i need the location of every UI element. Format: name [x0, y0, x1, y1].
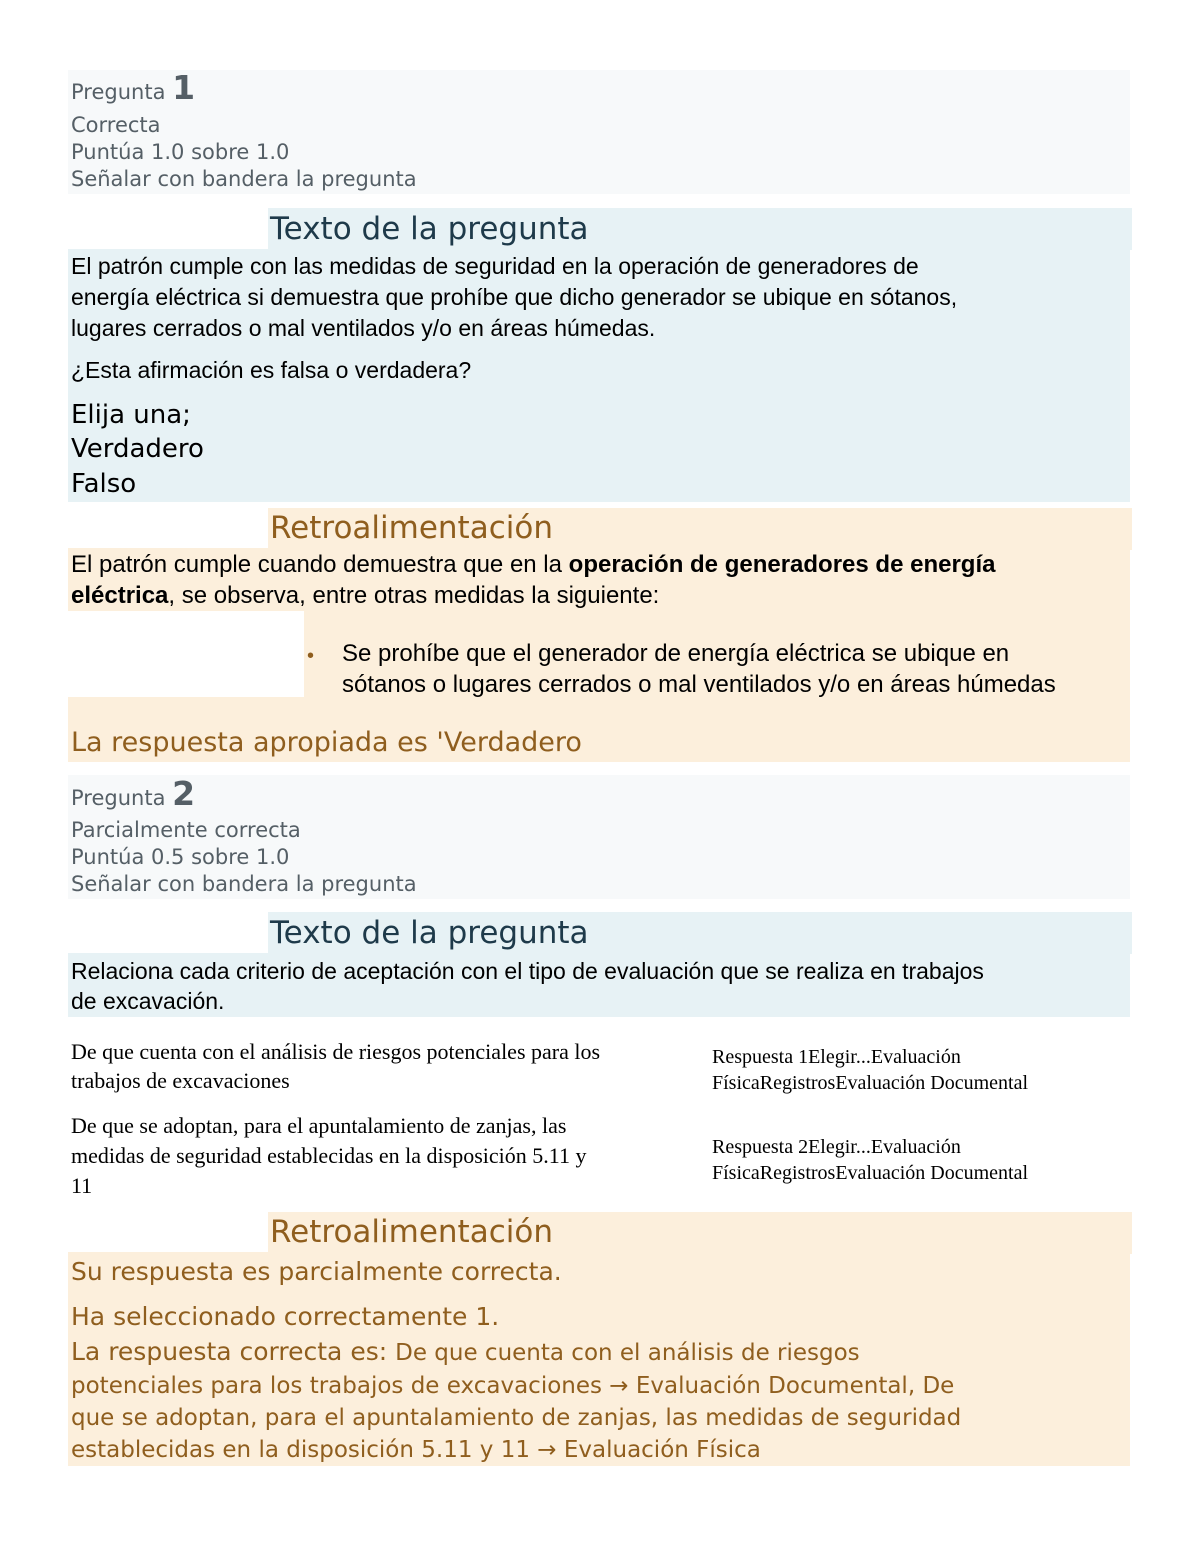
q2-feedback-line-1: Su respuesta es parcialmente correcta.: [71, 1257, 562, 1286]
q2-number: 2: [172, 774, 196, 813]
q1-feedback-indent-block: [68, 611, 304, 697]
q2-grade: Puntúa 0.5 sobre 1.0: [71, 845, 290, 869]
q1-feedback-intro-rest: , se observa, entre otras medidas la siguiente:: [168, 582, 660, 609]
q2-answer-2-line-1[interactable]: Respuesta 2Elegir...Evaluación: [712, 1136, 961, 1158]
bullet-icon: •: [307, 645, 315, 667]
q1-grade: Puntúa 1.0 sobre 1.0: [71, 140, 290, 164]
q1-feedback-bold-1: operación de generadores de energía: [568, 551, 996, 578]
q1-feedback-bullet-line-1: Se prohíbe que el generador de energía eléctrica se ubique en: [342, 640, 1010, 667]
q2-criterion-1-line-1: De que cuenta con el análisis de riesgos potenciales para los: [71, 1039, 601, 1064]
q2-question-heading: Texto de la pregunta: [270, 915, 589, 951]
q1-question-line-3: lugares cerrados o mal ventilados y/o en áreas húmedas.: [71, 315, 656, 341]
q1-feedback-intro-line-2: [71, 580, 659, 611]
q1-question-prompt: ¿Esta afirmación es falsa o verdadera?: [71, 357, 472, 383]
q1-feedback-heading: Retroalimentación: [270, 510, 553, 546]
q2-feedback-heading: Retroalimentación: [270, 1214, 553, 1250]
q2-criterion-2-line-2: medidas de seguridad establecidas en la disposición 5.11 y: [71, 1143, 587, 1168]
q1-question-line-2: energía eléctrica si demuestra que prohíbe que dicho generador se ubique en sótanos,: [71, 284, 958, 310]
q1-feedback-bold-2: eléctrica: [71, 582, 169, 609]
q1-feedback-answer: La respuesta apropiada es 'Verdadero: [71, 727, 582, 758]
q1-feedback-bullet-line-2: sótanos o lugares cerrados o mal ventilados y/o en áreas húmedas: [342, 671, 1056, 698]
q2-pregunta-label: Pregunta: [71, 786, 166, 810]
q2-feedback-line-2: Ha seleccionado correctamente 1.: [71, 1302, 500, 1331]
q2-feedback-correct-line-1: [71, 1335, 860, 1370]
q2-answer-1-line-1[interactable]: Respuesta 1Elegir...Evaluación: [712, 1046, 961, 1068]
q2-feedback-correct-text-1: De que cuenta con el análisis de riesgos: [395, 1340, 860, 1366]
q1-choose-label: Elija una;: [71, 400, 191, 430]
q2-feedback-correct-line-4: establecidas en la disposición 5.11 y 11 → Evaluación Física: [71, 1437, 761, 1463]
q1-question-line-1: El patrón cumple con las medidas de seguridad en la operación de generadores de: [71, 253, 919, 279]
q2-feedback-correct-label: La respuesta correcta es:: [71, 1337, 396, 1366]
q2-feedback-correct-line-2: potenciales para los trabajos de excavaciones → Evaluación Documental, De: [71, 1373, 955, 1399]
q2-criterion-2-line-1: De que se adoptan, para el apuntalamiento de zanjas, las: [71, 1113, 567, 1138]
q2-question-line-1: Relaciona cada criterio de aceptación con el tipo de evaluación que se realiza en trabajos: [71, 958, 984, 984]
q1-question-heading: Texto de la pregunta: [270, 211, 589, 247]
q1-feedback-intro-text: El patrón cumple cuando demuestra que en la: [71, 551, 569, 578]
q1-flag-link[interactable]: Señalar con bandera la pregunta: [71, 167, 417, 191]
q2-criterion-2-line-3: 11: [71, 1173, 93, 1198]
q1-option-verdadero[interactable]: Verdadero: [71, 434, 204, 464]
q2-state: Parcialmente correcta: [71, 818, 301, 842]
q1-option-falso[interactable]: Falso: [71, 469, 137, 499]
q2-criterion-1-line-2: trabajos de excavaciones: [71, 1068, 290, 1093]
q2-title: [71, 774, 196, 813]
q1-title: [71, 68, 196, 107]
q1-state: Correcta: [71, 113, 161, 137]
q2-feedback-correct-line-3: que se adoptan, para el apuntalamiento de zanjas, las medidas de seguridad: [71, 1405, 962, 1431]
q1-pregunta-label: Pregunta: [71, 80, 166, 104]
q2-flag-link[interactable]: Señalar con bandera la pregunta: [71, 872, 417, 896]
q2-question-line-2: de excavación.: [71, 988, 225, 1014]
q2-answer-2-line-2[interactable]: FísicaRegistrosEvaluación Documental: [712, 1162, 1029, 1184]
q1-feedback-intro-line-1: [71, 549, 995, 580]
q1-number: 1: [172, 68, 196, 107]
q2-answer-1-line-2[interactable]: FísicaRegistrosEvaluación Documental: [712, 1072, 1029, 1094]
